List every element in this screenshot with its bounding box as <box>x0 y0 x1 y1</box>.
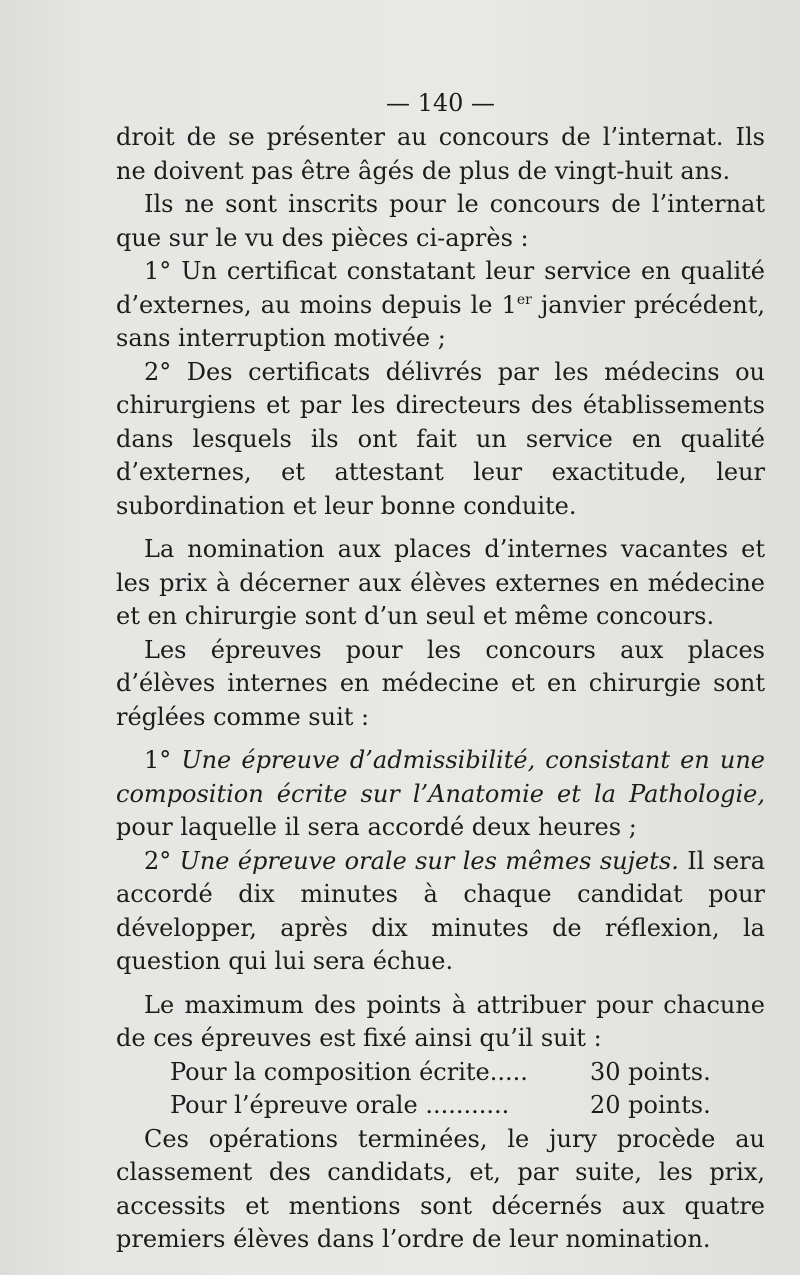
certificate-1-text-b: janvier précédent, sans interruption motivée ; <box>116 290 765 352</box>
paragraph-epreuve-2 <box>116 845 765 979</box>
paragraph-certificate-2: 2° Des certificats délivrés par les médecins ou chirurgiens et par les directeurs des établissements dans lesquels ils ont fait un service en qualité d’externes, et attestant leur exactitude, leur subordination et leur bonne conduite. <box>116 357 765 520</box>
epreuve-1-number: 1° <box>144 746 182 774</box>
superscript-er: er <box>516 291 532 308</box>
paragraph-maximum: Le maximum des points à attribuer pour chacune de ces épreuves est fixé ainsi qu’il suit : <box>116 990 765 1052</box>
epreuve-2-number: 2° <box>144 846 180 875</box>
body-text <box>116 121 765 1257</box>
paragraph-inscription: Ils ne sont inscrits pour le concours de l’internat que sur le vu des pièces ci-après : <box>116 190 765 252</box>
paragraph-epreuve-1 <box>116 744 765 845</box>
epreuve-2-italic: Une épreuve orale sur les mêmes sujets. <box>179 846 679 875</box>
score-row <box>116 1089 765 1123</box>
score-label: Pour la composition écrite..... <box>170 1057 528 1086</box>
page-number: — 140 — <box>385 89 496 117</box>
epreuve-1-rest: pour laquelle il sera accordé deux heures ; <box>116 813 637 841</box>
score-value: 20 points. <box>590 1091 711 1119</box>
paragraph-classement: Ces opérations terminées, le jury procède au classement des candidats, et, par suite, les prix, accessits et mentions sont décernés aux quatre premiers élèves dans l’ordre de leur nomination. <box>116 1124 765 1253</box>
certificate-1-text-a: 1° Un certificat constatant leur service en qualité d’externes, au moins depuis le 1 <box>116 257 765 319</box>
paragraph-nomination: La nomination aux places d’internes vacantes et les prix à décerner aux élèves externes en médecine et en chirurgie sont d’un seul et même concours. <box>116 535 765 630</box>
paragraph-continued: droit de se présenter au concours de l’internat. Ils ne doivent pas être âgés de plus de vingt-huit ans. <box>116 123 765 185</box>
epreuve-2-rest: Il sera accordé dix minutes à chaque candidat pour développer, après dix minutes de réflexion, la question qui lui sera échue. <box>116 846 766 975</box>
paragraph-certificate-1 <box>116 255 765 356</box>
score-label: Pour l’épreuve orale ........... <box>170 1091 510 1119</box>
epreuve-1-italic: Une épreuve d’admissibilité, consistant en une composition écrite sur l’Anatomie et la Pathologie, <box>116 746 765 808</box>
paragraph-epreuves: Les épreuves pour les concours aux places d’élèves internes en médecine et en chirurgie sont réglées comme suit : <box>116 635 765 731</box>
score-value: 30 points. <box>590 1057 711 1086</box>
score-row <box>116 1056 765 1090</box>
